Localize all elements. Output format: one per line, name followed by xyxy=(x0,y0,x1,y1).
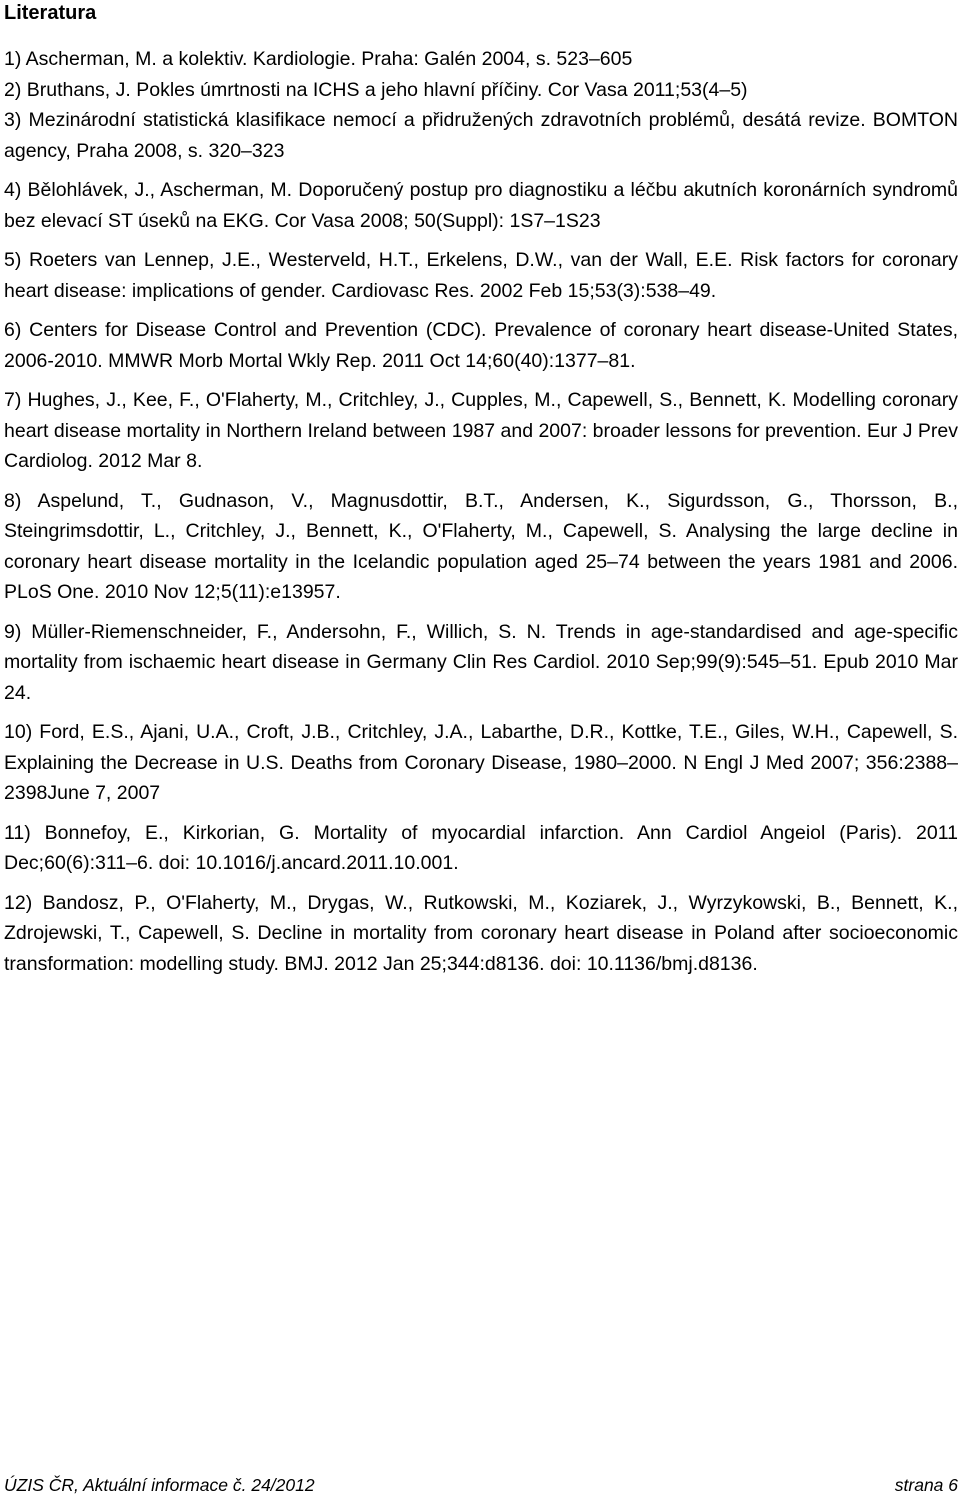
reference-item-11: 11) Bonnefoy, E., Kirkorian, G. Mortality of myocardial infarction. Ann Cardiol Angeiol (Paris). 2011 Dec;60(6):311–6. doi: 10.1016/j.ancard.2011.10.001. xyxy=(4,821,958,874)
reference-item-4: 4) Bělohlávek, J., Ascherman, M. Doporučený postup pro diagnostiku a léčbu akutních koronárních syndromů bez elevací ST úseků na EKG. Cor Vasa 2008; 50(Suppl): 1S7–1S23 xyxy=(4,179,958,232)
reference-item-1: 1) Ascherman, M. a kolektiv. Kardiologie. Praha: Galén 2004, s. 523–605 xyxy=(4,48,633,70)
reference-item-9: 9) Müller-Riemenschneider, F., Andersohn, F., Willich, S. N. Trends in age-standardised and age-specific mortality from ischaemic heart disease in Germany Clin Res Cardiol. 2010 Sep;99(9):545–51. Epub 2010 Mar 24. xyxy=(4,620,958,704)
footer-publication: ÚZIS ČR, Aktuální informace č. 24/2012 xyxy=(4,1475,315,1495)
reference-list xyxy=(4,44,958,988)
reference-item-5: 5) Roeters van Lennep, J.E., Westerveld, H.T., Erkelens, D.W., van der Wall, E.E. Risk factors for coronary heart disease: implications of gender. Cardiovasc Res. 2002 Feb 15;53(3):538–49. xyxy=(4,249,958,302)
reference-item-12: 12) Bandosz, P., O'Flaherty, M., Drygas, W., Rutkowski, M., Koziarek, J., Wyrzykowski, B., Bennett, K., Zdrojewski, T., Capewell, S. Decline in mortality from coronary heart disease in Poland after socioeconomic transformation: modelling study. BMJ. 2012 Jan 25;344:d8136. doi: 10.1136/bmj.d8136. xyxy=(4,891,958,975)
reference-item-8: 8) Aspelund, T., Gudnason, V., Magnusdottir, B.T., Andersen, K., Sigurdsson, G., Thorsson, B., Steingrimsdottir, L., Critchley, J., Bennett, K., O'Flaherty, M., Capewell, S. Analysing the large decline in coronary heart disease mortality in the Icelandic population aged 25–74 between the years 1981 and 2006. PLoS One. 2010 Nov 12;5(11):e13957. xyxy=(4,489,958,603)
reference-item-7: 7) Hughes, J., Kee, F., O'Flaherty, M., Critchley, J., Cupples, M., Capewell, S., Bennett, K. Modelling coronary heart disease mortality in Northern Ireland between 1987 and 2007: broader lessons for prevention. Eur J Prev Cardiolog. 2012 Mar 8. xyxy=(4,389,958,472)
section-heading: Literatura xyxy=(4,2,97,24)
reference-item-10: 10) Ford, E.S., Ajani, U.A., Croft, J.B., Critchley, J.A., Labarthe, D.R., Kottke, T.E., Giles, W.H., Capewell, S. Explaining the Decrease in U.S. Deaths from Coronary Disease, 1980–2000. N Engl J Med 2007; 356:2388–2398June 7, 2007 xyxy=(4,721,958,804)
reference-item-6: 6) Centers for Disease Control and Prevention (CDC). Prevalence of coronary heart disease-United States, 2006-2010. MMWR Morb Mortal Wkly Rep. 2011 Oct 14;60(40):1377–81. xyxy=(4,319,958,372)
reference-item-2: 2) Bruthans, J. Pokles úmrtnosti na ICHS a jeho hlavní příčiny. Cor Vasa 2011;53(4–5) xyxy=(4,78,748,101)
reference-item-3: 3) Mezinárodní statistická klasifikace nemocí a přidružených zdravotních problémů, desátá revize. BOMTON agency, Praha 2008, s. 320–323 xyxy=(4,109,958,162)
document-page xyxy=(4,0,958,1501)
footer-page-number: strana 6 xyxy=(894,1475,958,1495)
